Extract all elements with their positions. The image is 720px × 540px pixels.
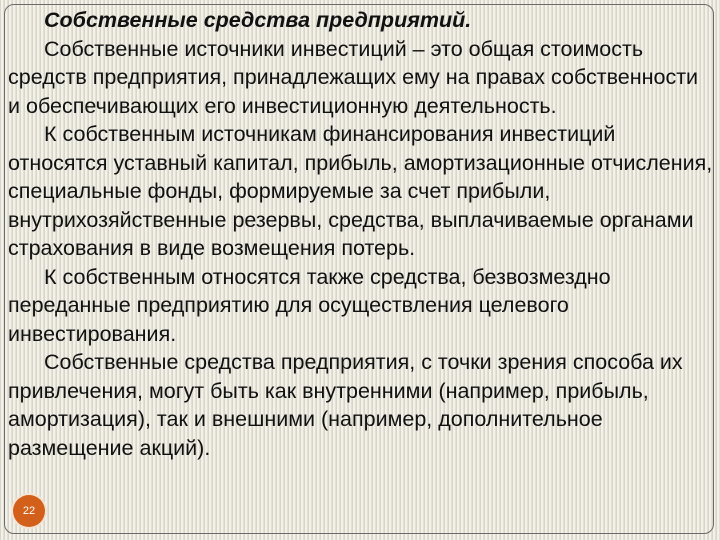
paragraph-2: К собственным источникам финансирования инвестиций относятся уставный капитал, прибыль, амортизационные отчисления, специальные фонды, формируемые за счет прибыли, внутрихозяйственные резервы, средства, выплачиваемые органами страхования в виде возмещения потерь. <box>8 122 713 260</box>
paragraph-3: К собственным относятся также средства, безвозмездно переданные предприятию для осуществления целевого инвестирования. <box>8 264 611 346</box>
slide-content <box>8 6 716 462</box>
slide-title: Собственные средства предприятий. <box>44 8 472 32</box>
paragraph-1: Собственные источники инвестиций – это общая стоимость средств предприятия, принадлежащих ему на правах собственности и обеспечивающих его инвестиционную деятельность. <box>8 36 699 118</box>
page-number-badge: 22 <box>13 495 45 527</box>
paragraph-4: Собственные средства предприятия, с точки зрения способа их привлечения, могут быть как внутренними (например, прибыль, амортизация), так и внешними (например, дополнительное размещение акций). <box>8 350 683 460</box>
